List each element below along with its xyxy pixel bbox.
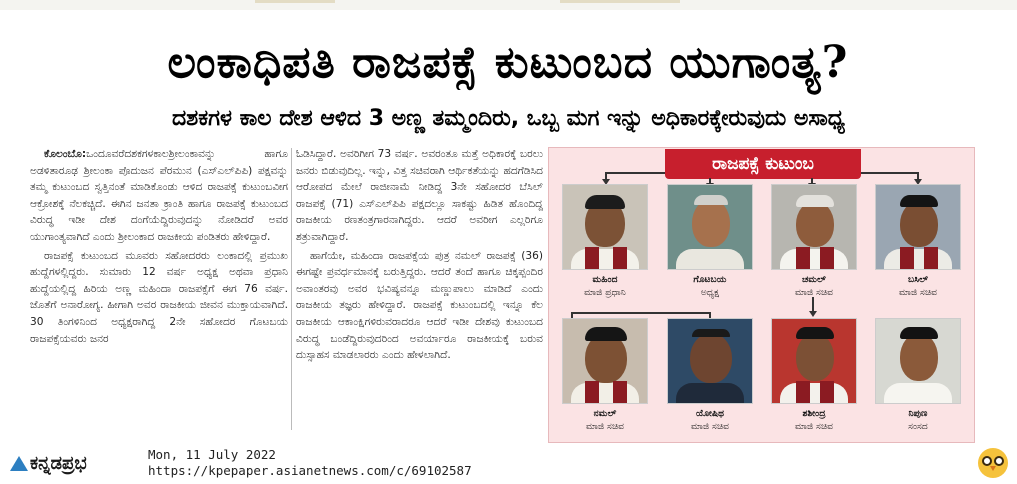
member-role: ಅಧ್ಯಕ್ಷ — [700, 287, 720, 298]
member-caption — [665, 407, 755, 433]
headline: ಲಂಕಾಧಿಪತಿ ರಾಜಪಕ್ಸೆ ಕುಟುಂಬದ ಯುಗಾಂತ್ಯ? — [167, 37, 849, 88]
member-caption — [873, 273, 963, 299]
publication-meta — [148, 447, 472, 479]
member-caption — [665, 273, 755, 299]
member-role: ಮಾಜಿ ಸಚಿವ — [794, 287, 834, 298]
member-role: ಮಾಜಿ ಸಚಿವ — [794, 421, 834, 432]
family-member-card — [665, 184, 755, 299]
paragraph: ರಾಜಪಕ್ಸೆ ಕುಟುಂಬದ ಮೂವರು ಸಹೋದರರು ಲಂಕಾದಲ್ಲಿ ಪ್ರಮುಖ ಹುದ್ದೆಗಳಲ್ಲಿದ್ದರು. ಸುಮಾರು 12 ವರ್ಷ ಅಧ್ಯಕ್ಷ ಅಥವಾ ಪ್ರಧಾನಿ ಹುದ್ದೆಯಲ್ಲಿದ್ದ ಹಿರಿಯ ಅಣ್ಣ ಮಹಿಂದಾ ರಾಜಪಕ್ಸೆಗೆ ಈಗ 76 ವರ್ಷ. ಜೊತೆಗೆ ಅನಾರೋಗ್ಯ. ಹೀಗಾಗಿ ಅವರ ರಾಜಕೀಯ ಜೀವನ ಮುಕ್ತಾಯವಾಗಿದೆ. 30 ತಿಂಗಳಿನಿಂದ ಅಧ್ಯಕ್ಷರಾಗಿದ್ದ 2ನೇ ಸಹೋದರ ಗೊಟಬಯ ರಾಜಪಕ್ಸೆಯವರು ಜನರ — [30, 249, 288, 345]
member-role: ಸಂಸದ — [908, 421, 928, 432]
member-name: ಚಮಲ್ — [802, 274, 826, 285]
member-role: ಮಾಜಿ ಸಚಿವ — [898, 287, 938, 298]
paragraph — [30, 146, 288, 246]
family-member-card — [665, 318, 755, 433]
family-member-card — [873, 184, 963, 299]
portrait-photo — [875, 184, 961, 270]
brand-name: ಕನ್ನಡಪ್ರಭ — [30, 453, 87, 474]
member-caption — [769, 407, 859, 433]
portrait-photo — [562, 184, 648, 270]
article-column-2 — [296, 146, 543, 434]
portrait-photo — [562, 318, 648, 404]
connector-line — [861, 172, 919, 174]
paragraph-text: ಒಂದೂವರೆದಶಕಗಳಕಾಲಶ್ರೀಲಂಕಾವನ್ನು ಹಾಗೂ ಅಡಳಿತಾರೂಢ ಶ್ರೀಲಂಕಾ ಪೊದುಜನ ಪೆರಮುನ (ಎಸ್‌ಎಲ್‌ಪಿಪಿ) ಪಕ್ಷವನ್ನು ತಮ್ಮ ಕುಟುಂಬದ ಸ್ವತ್ತಿನಂತೆ ಮಾಡಿಕೊಂಡು ಆಳಿದ ರಾಜಪಕ್ಸೆ ಕುಟುಂಬವೀಗ ಆಕ್ರೋಶಕ್ಕೆ ನೆಲಕಚ್ಚಿದೆ. ಈಗಿನ ಜನತಾ ಕ್ರಾಂತಿ ಹಾಗೂ ರಾಜಪಕ್ಸೆ ಕುಟುಂಬದ ವಿರುದ್ಧ ಇಡೀ ದೇಶ ದಂಗೆಯೆದ್ದಿರುವುದನ್ನು ನೋಡಿದರೆ ಅವರ ಯುಗಾಂತ್ಯವಾಗಿದೆ ಎಂದು ಶ್ರೀಲಂಕಾದ ರಾಜಕೀಯ ಪಂಡಿತರು ಹೇಳಿದ್ದಾರೆ. — [30, 148, 288, 243]
member-name: ನಮಲ್ — [593, 408, 617, 419]
arrow-down-icon — [809, 311, 817, 317]
paragraph: ಹಾಗೆಯೇ, ಮಹಿಂದಾ ರಾಜಪಕ್ಸೆಯ ಪುತ್ರ ನಮಲ್ ರಾಜಪಕ್ಸೆ (36) ಈಗಷ್ಟೇ ಪ್ರವರ್ಧಮಾನಕ್ಕೆ ಬರುತ್ತಿದ್ದರು. ಆದರೆ ತಂದೆ ಹಾಗೂ ಚಿಕ್ಕಪ್ಪಂದಿರ ಅವಾಂತರವು ಅವರ ಭವಿಷ್ಯವನ್ನೂ ಮಣ್ಣುಪಾಲು ಮಾಡಿದೆ ಎಂದು ರಾಜಕೀಯ ತಜ್ಞರು ಹೇಳಿದ್ದಾರೆ. ರಾಜಪಕ್ಸೆ ಕುಟುಂಬದಲ್ಲಿ ಇನ್ನೂ ಕೆಲ ರಾಜಕೀಯ ಆಕಾಂಕ್ಷಿಗಳಿರುವರಾದರೂ ಆದರೆ ಇಡೀ ದೇಶವು ಕುಟುಂಬದ ವಿರುದ್ಧ ಬಂಡೆದ್ದಿರುವುದರಿಂದ ಅವರ್ಯಾರೂ ರಾಜಕೀಯಕ್ಕೆ ಬರುವ ದುಸ್ಸಾಹಸ ಮಾಡಲಾರರು ಎಂದು ಹೇಳಲಾಗಿದೆ. — [296, 249, 543, 362]
family-panel-title: ರಾಜಪಕ್ಸೆ ಕುಟುಂಬ — [665, 149, 861, 179]
portrait-photo — [875, 318, 961, 404]
member-name: ಮಹಿಂದ — [592, 274, 618, 285]
paragraph: ಓಡಿಸಿದ್ದಾರೆ. ಅವರಿಗೀಗ 73 ವರ್ಷ. ಅವರಂತೂ ಮತ್ತೆ ಅಧಿಕಾರಕ್ಕೆ ಬರಲು ಜನರು ಬಿಡುವುದಿಲ್ಲ. ಇನ್ನು, ವಿತ್ತ ಸಚಿವರಾಗಿ ಆರ್ಥಿಕತೆಯನ್ನು ಹದಗೆಡಿಸಿದ ಆರೋಪದ ಮೇಲೆ ರಾಜೀನಾಮೆ ನೀಡಿದ್ದ 3ನೇ ಸಹೋದರ ಬೆಸಿಲ್ ರಾಜಪಕ್ಸೆ (71) ಎಸ್‌ಎಲ್‌ಪಿಪಿ ಪಕ್ಷದಲ್ಲೂ ಸಾಕಷ್ಟು ಹಿಡಿತ ಹೊಂದಿದ್ದ ರಾಜಕೀಯ ರಣತಂತ್ರಗಾರನಾಗಿದ್ದರು. ಆದರೆ ಅವರೀಗ ಎಲ್ಲರಿಗೂ ಶತ್ರುವಾಗಿದ್ದಾರೆ. — [296, 148, 543, 243]
triangle-logo-icon — [10, 456, 28, 471]
portrait-photo — [667, 318, 753, 404]
subheadline: ದಶಕಗಳ ಕಾಲ ದೇಶ ಆಳಿದ 3 ಅಣ್ಣ ತಮ್ಮಂದಿರು, ಒಬ್ಬ ಮಗ ಇನ್ನು ಅಧಿಕಾರಕ್ಕೇರುವುದು ಅಸಾಧ್ಯ — [171, 106, 846, 131]
article-column-1 — [30, 146, 288, 434]
family-member-card — [560, 184, 650, 299]
member-caption — [769, 273, 859, 299]
member-name: ಗೊಟಬಯ — [693, 274, 727, 285]
source-url[interactable]: https://kpepaper.asianetnews.com/c/69102587 — [148, 463, 472, 478]
member-role: ಮಾಜಿ ಪ್ರಧಾನಿ — [584, 287, 626, 298]
publication-date: Mon, 11 July 2022 — [148, 447, 276, 462]
family-member-card — [560, 318, 650, 433]
family-member-card — [769, 318, 859, 433]
dateline: ಕೊಲಂಬೊ: — [44, 148, 87, 160]
member-name: ಯೋಷಿಥ — [695, 408, 725, 419]
connector-line — [571, 312, 711, 314]
portrait-photo — [771, 184, 857, 270]
family-tree-panel — [548, 147, 975, 443]
brand-logo[interactable] — [10, 452, 122, 476]
column-divider — [291, 148, 292, 430]
top-strip — [0, 0, 1017, 10]
portrait-photo — [771, 318, 857, 404]
portrait-photo — [667, 184, 753, 270]
member-name: ಶಶೀಂದ್ರ — [802, 408, 826, 419]
member-caption — [560, 407, 650, 433]
member-caption — [873, 407, 963, 433]
member-caption — [560, 273, 650, 299]
member-role: ಮಾಜಿ ಸಚಿವ — [585, 421, 625, 432]
member-name: ನಿಪುಣ — [908, 408, 928, 419]
connector-line — [605, 172, 665, 174]
member-name: ಬಸಿಲ್ — [907, 274, 929, 285]
family-member-card — [769, 184, 859, 299]
footer — [0, 442, 1017, 484]
owl-icon[interactable] — [978, 448, 1008, 478]
member-role: ಮಾಜಿ ಸಚಿವ — [690, 421, 730, 432]
family-member-card — [873, 318, 963, 433]
